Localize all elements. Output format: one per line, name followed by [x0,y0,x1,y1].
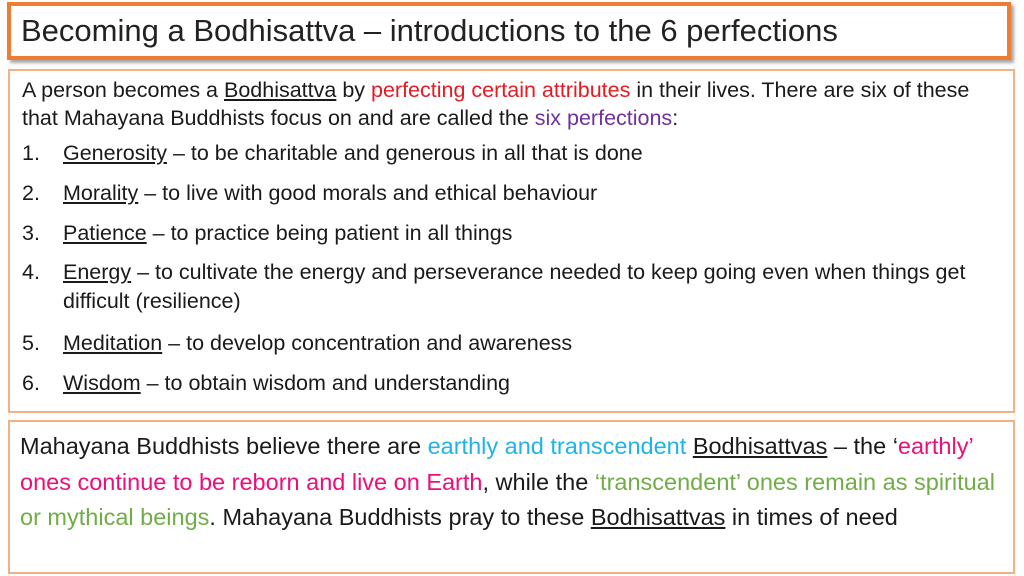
list-item [22,138,1001,168]
intro-text-3: by [336,78,371,102]
perfection-desc: – to practice being patient in all things [146,221,513,245]
perfection-name: Wisdom [63,371,141,395]
closing-highlight-earthly-transcendent: earthly and transcendent [427,433,687,459]
intro-highlight-six-perfections: six perfections [534,106,673,130]
perfection-name: Energy [63,260,132,284]
title-box [7,2,1011,60]
intro-text-1: A person becomes a [22,78,224,102]
list-item [22,178,1001,208]
perfections-box [8,69,1015,413]
slide-title: Becoming a Bodhisattva – introductions to the 6 perfections [21,13,838,48]
list-number: 3. [22,221,40,245]
list-number: 2. [22,181,40,205]
closing-text-7: , while the [482,468,595,495]
closing-text-9: . Mahayana Buddhists pray to these [209,504,591,530]
closing-highlight-transcendent: ‘transcendent’ ones remain as spiritual or mythical beings [20,468,995,530]
perfection-desc: – to obtain wisdom and understanding [140,371,510,395]
intro-highlight-perfecting: perfecting certain attributes [371,78,631,102]
list-item [22,328,1001,358]
list-item [22,368,1001,398]
perfection-desc: – to develop concentration and awareness [162,331,573,355]
perfection-desc: – to be charitable and generous in all that is done [166,141,643,165]
perfection-name: Morality [63,181,139,205]
list-number: 1. [22,141,40,165]
list-item [22,258,1001,316]
perfection-name: Meditation [63,331,163,355]
closing-text-11: in times of need [725,504,898,530]
closing-text-5: – the ‘ [827,433,898,459]
intro-text-7: : [672,106,679,130]
closing-highlight-earthly: earthly’ ones continue to be reborn and live on Earth [20,433,973,495]
list-number: 4. [22,260,40,284]
perfection-name: Generosity [63,141,167,165]
list-number: 6. [22,371,40,395]
closing-text-1: Mahayana Buddhists believe there are [20,433,428,459]
perfection-desc: – to cultivate the energy and perseverance needed to keep going even when things get difficult (resilience) [63,260,966,313]
intro-term-bodhisattva: Bodhisattva [223,78,337,102]
intro-text-5: in their lives. There are six of these that Mahayana Buddhists focus on and are called the [22,78,970,130]
closing-term-bodhisattvas: Bodhisattvas [692,433,828,459]
closing-term-bodhisattvas-2: Bodhisattvas [590,504,726,530]
list-number: 5. [22,331,40,355]
intro-paragraph [22,76,1001,132]
bodhisattva-types-box [8,420,1015,574]
list-item [22,218,1001,248]
perfection-desc: – to live with good morals and ethical behaviour [138,181,598,205]
closing-paragraph [20,429,1001,536]
perfections-list [22,138,1001,398]
perfection-name: Patience [63,221,147,245]
